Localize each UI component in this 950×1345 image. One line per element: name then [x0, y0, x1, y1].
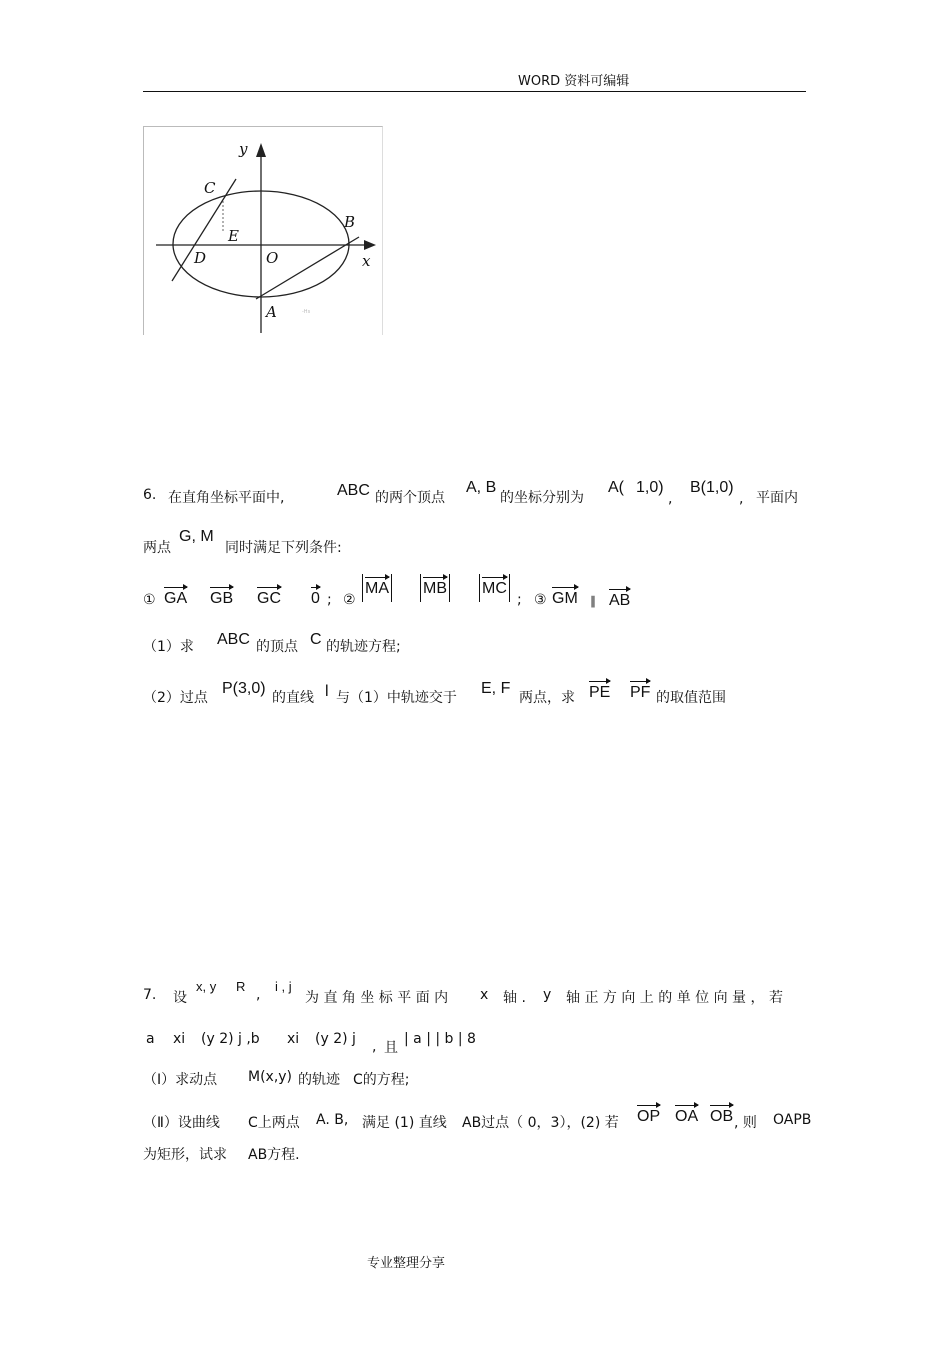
q6-part-1: （1）求: [143, 639, 194, 655]
q7-part-2: （Ⅱ）设曲线: [143, 1115, 220, 1131]
q7-rectangle: OAPB: [773, 1112, 812, 1128]
vector-pf: PF: [630, 684, 651, 701]
vector-zero: 0: [311, 590, 320, 607]
q6-point-a: 1,0): [636, 479, 664, 496]
q6-number: 6.: [143, 487, 157, 503]
vector-gb: GB: [210, 590, 234, 607]
q6-text: 与（1）中轨迹交于: [336, 690, 457, 706]
q7-text: 为矩形，试求: [143, 1147, 227, 1163]
q6-text: 的两个顶点: [375, 490, 445, 506]
q7-text: AB方程.: [248, 1147, 300, 1163]
vector-mb: MB: [423, 580, 447, 597]
figure-label-e: E: [228, 227, 239, 245]
q6-part-2: （2）过点: [143, 690, 208, 706]
q7-punct: ,: [256, 987, 261, 1003]
vector-ab: AB: [609, 592, 631, 609]
q7-points: A. B,: [316, 1112, 349, 1128]
page-header: WORD 资料可编辑: [518, 74, 630, 89]
q6-punct: ,: [668, 491, 673, 507]
q7-text: 且: [384, 1040, 398, 1056]
figure-label-d: D: [194, 249, 207, 267]
q7-expr: xi: [287, 1031, 300, 1047]
q7-text: C的方程;: [353, 1072, 410, 1088]
vector-oa: OA: [675, 1108, 699, 1125]
q6-point-p: P(3,0): [222, 680, 266, 697]
q6-text: 两点，求: [519, 690, 575, 706]
parallel-symbol: ∥: [590, 594, 596, 608]
figure-label-c: C: [204, 179, 216, 197]
q7-text: 轴 正 方 向 上 的 单 位 向 量 ， 若: [566, 990, 783, 1006]
norm-mc: [482, 580, 507, 598]
q7-vector-a: a: [146, 1031, 155, 1047]
q6-triangle: ABC: [217, 631, 250, 648]
q7-punct: ,: [372, 1039, 377, 1055]
q6-points-ef: E, F: [481, 680, 511, 697]
page-footer: 专业整理分享: [367, 1256, 446, 1271]
q6-punct: ;: [517, 592, 522, 608]
q7-unit-vectors: i , j: [275, 979, 292, 994]
vector-ga: GA: [164, 590, 188, 607]
figure-label-x: x: [362, 252, 371, 270]
q7-reals: R: [236, 979, 246, 994]
q7-expr: xi: [173, 1031, 186, 1047]
q7-norm-condition: | a | | b | 8: [404, 1031, 476, 1047]
vector-ma: MA: [365, 580, 389, 597]
q6-points-gm: G, M: [179, 528, 214, 545]
q7-vars: x, y: [196, 979, 217, 994]
figure-label-o: O: [266, 249, 279, 267]
q6-condition-3: ③: [534, 592, 547, 608]
q7-expr: (y 2) j ,b: [201, 1031, 260, 1047]
q6-condition-1: ①: [143, 592, 156, 608]
vector-ob: OB: [710, 1108, 734, 1125]
q7-text: 的轨迹: [298, 1072, 340, 1088]
figure-label-b: B: [344, 213, 356, 231]
figure-label-a: A: [266, 303, 277, 321]
vector-gc: GC: [257, 590, 281, 607]
q6-text: 的轨迹方程;: [326, 639, 401, 655]
q6-points: A, B: [466, 479, 497, 496]
header-divider: [143, 91, 806, 92]
q7-number: 7.: [143, 987, 157, 1003]
q6-punct: ,: [739, 491, 744, 507]
q7-axis-x: x: [480, 987, 489, 1003]
norm-mb: [423, 580, 447, 598]
figure-watermark: -Hs: [302, 309, 311, 315]
q6-text: 的顶点: [256, 639, 298, 655]
vector-gm: GM: [552, 590, 578, 607]
q6-text: 同时满足下列条件:: [225, 540, 342, 556]
vector-mc: MC: [482, 580, 507, 597]
q7-expr: (y 2) j: [315, 1031, 356, 1047]
q7-text: C上两点: [248, 1115, 300, 1131]
q7-text: 满足 (1) 直线: [362, 1115, 447, 1131]
vector-pe: PE: [589, 684, 611, 701]
figure-label-y: y: [239, 140, 248, 158]
q6-point-a: A(: [608, 479, 624, 496]
q7-axis-y: y: [543, 987, 552, 1003]
q7-text: 轴 .: [503, 990, 526, 1006]
ellipse-figure: [143, 126, 383, 335]
q6-text: 两点: [143, 540, 171, 556]
q6-text: 的坐标分别为: [500, 490, 584, 506]
q7-text: 设: [173, 990, 187, 1006]
vector-op: OP: [637, 1108, 661, 1125]
q6-text: 平面内: [756, 490, 798, 506]
q7-text: 为 直 角 坐 标 平 面 内: [305, 990, 449, 1006]
q6-text: 在直角坐标平面中,: [168, 490, 285, 506]
q6-point-c: C: [310, 631, 322, 648]
norm-ma: [365, 580, 389, 598]
q6-text: 的直线: [272, 690, 314, 706]
q7-part-1: （Ⅰ）求动点: [143, 1072, 218, 1088]
q6-triangle: ABC: [337, 482, 370, 499]
q6-text: 的取值范围: [656, 690, 726, 706]
q7-text: , 则: [734, 1115, 757, 1131]
q7-text: AB过点（ 0，3），(2) 若: [462, 1115, 619, 1131]
q6-condition-2: ②: [343, 592, 356, 608]
q6-line-l: l: [325, 683, 329, 700]
q6-point-b: B(1,0): [690, 479, 734, 496]
q6-punct: ;: [327, 592, 332, 608]
q7-point-m: M(x,y): [248, 1069, 293, 1085]
